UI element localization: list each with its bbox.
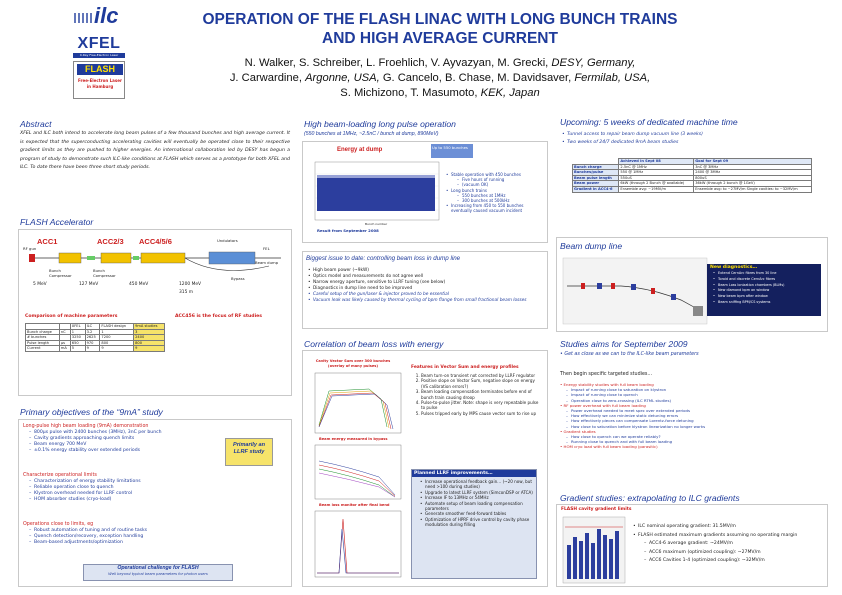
bunch-count-callout-text: Up to 550 bunches (432, 145, 468, 150)
poster-authors (150, 56, 730, 101)
objectives-group-2 (23, 473, 213, 503)
affiliation-fermilab: Fermilab, USA, (574, 72, 651, 84)
machine-table-title: Comparison of machine parameters (25, 314, 118, 319)
energy-plot-caption: Beam energy measured in bypass (319, 437, 388, 441)
table-cell: Ensemble avg: ~19MV/m (619, 186, 694, 192)
table-cell: 5 (70, 346, 85, 352)
list-item: – Power overhead needed to meet spec over extended periods (566, 408, 822, 413)
primary-objectives-title: Primary objectives of the “9mA” study (20, 407, 163, 417)
aims-group-title: Energy stability studies with full beam loading (563, 382, 654, 387)
flash-logo-sub2: in Hamburg (86, 84, 114, 89)
list-item: • Optics model and measurements do not agree well (308, 274, 546, 280)
flash-logo (73, 61, 125, 99)
correlation-panel (302, 350, 548, 587)
beam-dump-panel (556, 237, 828, 332)
objective-list (23, 479, 213, 503)
list-item: • Two weeks of 24/7 dedicated 9mA beam studies (562, 139, 822, 147)
goals-header-cell: Goal for Sept 09 (694, 159, 812, 165)
table-cell: 9 (100, 346, 134, 352)
list-item: – Robust automation of tuning and of routine tasks (29, 528, 213, 534)
list-item: • Optimization of HPRF drive control by cavity phase modulation during filling (420, 517, 534, 528)
list-item-text: Increasing from 450 to 550 bunches eventually caused vacuum incident (451, 203, 524, 214)
list-item: • Increase IF to 13MHz or 54MHz (420, 495, 534, 500)
sub-list (451, 193, 544, 203)
energy-127mev: 127 MeV (79, 282, 99, 287)
list-item: – Reliable operation close to quench (29, 485, 213, 491)
table-cell: Pulse length (26, 340, 60, 346)
gradients-panel (556, 504, 828, 587)
list-item: – 550 bunches at 1MHz (457, 193, 544, 198)
objective-list (23, 528, 213, 546)
table-cell: Gradient in ACC4-6 (573, 186, 619, 192)
bc1-label: Bunch Compressor (49, 268, 72, 278)
list-item: • Tunnel access to repair beam dump vacuum line (3 weeks) (562, 131, 822, 139)
flash-logo-sub1: Free-Electron Laser (78, 78, 122, 83)
bypass-label: Bypass (231, 276, 245, 281)
energy-1200mev: 1200 MeV (179, 282, 202, 287)
machine-header-cell: XFEL (70, 324, 85, 330)
list-item: – ±0.1% energy stability over extended periods (29, 448, 213, 454)
ilc-logo (70, 3, 130, 33)
features-list (417, 373, 541, 416)
table-cell: 550 @ 1MHz (619, 170, 694, 176)
table-cell: 800uS (694, 175, 812, 181)
list-item: – Quench detection/recovery, exception handling (29, 534, 213, 540)
affiliation-kek: KEK, Japan (480, 87, 540, 99)
table-cell: nC (59, 329, 70, 335)
llrf-callout-text: Primarily an LLRF study (232, 442, 266, 455)
new-diagnostics-list (707, 271, 821, 306)
aims-group-heading: • Gradient studies (560, 428, 596, 434)
list-item: • High beam power (~9kW) (308, 268, 546, 274)
table-cell: Beam pulse length (573, 175, 619, 181)
list-item: • Increase operational feedback gain… (~20 now, but need >100 during studies) (420, 479, 534, 490)
gradients-title: Gradient studies: extrapolating to ILC gradients (560, 493, 740, 503)
list-item: – (vacuum OK) (457, 182, 544, 187)
poster-title-line1: OPERATION OF THE FLASH LINAC WITH LONG BUNCH TRAINS (202, 11, 678, 28)
high-beam-title: High beam-loading long pulse operation (304, 119, 456, 129)
list-item (633, 532, 825, 566)
affiliation-argonne: Argonne, USA, (305, 72, 380, 84)
bunch-count-callout (431, 144, 473, 158)
beam-dump-title: Beam dump line (560, 241, 623, 251)
list-item: – How close to saturation before klystron linearization no longer works (566, 424, 822, 429)
acc456-label: ACC4/5/6 (139, 237, 172, 246)
list-item: – Klystron overhead needed for LLRF control (29, 491, 213, 497)
xfel-logo (73, 35, 125, 58)
aims-group-list (560, 434, 822, 444)
machine-params-table (25, 323, 165, 352)
table-cell: μs (59, 340, 70, 346)
new-diagnostics-title: New diagnostics… (710, 265, 758, 270)
list-item: • Upgrade to latest LLRF system (SimconDSP or ATCA) (420, 490, 534, 495)
list-item: – ACC6 Cavities 1-4 (optimized coupling): ~32MV/m (644, 557, 825, 566)
aims-group-title: Gradient studies (563, 428, 596, 434)
aims-group-heading: • HOM cryo load with full beam loading (parasitic) (560, 444, 658, 450)
aims-group-title: RF power overhead with full beam loading (563, 402, 646, 408)
authors-line2b: G. Cancelo, B. Chase, M. Davidsaver, (382, 72, 572, 84)
energy-450mev: 450 MeV (129, 282, 149, 287)
list-item: • Beam Loss Ionization chambers (BLMs) (713, 283, 821, 289)
list-item-text: ILC nominal operating gradient: 31.5MV/m (638, 524, 736, 529)
list-item: – ACC6 maximum (optimized coupling): ~27MV/m (644, 549, 825, 558)
list-item (633, 523, 825, 532)
aims-lead: Then begin specific targeted studies… (560, 372, 653, 377)
flash-logo-text: FLASH (77, 64, 123, 75)
table-cell: 6kW (through 2 Bunch @ available) (619, 181, 694, 187)
affiliation-desy: DESY, Germany, (551, 57, 636, 69)
upcoming-list (562, 131, 822, 147)
list-item: – Five hours of running (457, 177, 544, 182)
aims-group-list (560, 408, 822, 429)
acc23-label: ACC2/3 (97, 237, 124, 246)
objective-heading: Long-pulse high beam loading (9mA) demonstration (23, 424, 149, 429)
objective-list (23, 430, 213, 454)
list-item: – HOM absorber studies (cryo-load) (29, 497, 213, 503)
table-cell: 9 (85, 346, 100, 352)
table-row (26, 346, 165, 352)
objective-heading: Characterize operational limits (23, 473, 97, 478)
list-item: – Characterization of energy stability limitations (29, 479, 213, 485)
table-cell: Ensemble avg: to ~27MV/m Single cavities: to ~32MV/m (694, 186, 812, 192)
objective-heading: Operations close to limits, eg (23, 522, 94, 527)
undulators-label: Undulators (217, 238, 238, 243)
aims-headline-text: Get as close as we can to the ILC-like beam parameters (564, 352, 699, 357)
planned-llrf-title: Planned LLRF improvements… (412, 470, 536, 477)
list-item: • Narrow energy aperture, sensitive to LLRF tuning (see below) (308, 280, 546, 286)
table-cell: Bunches/pulse (573, 170, 619, 176)
table-cell: 3250 (70, 335, 85, 341)
list-item: • Generate smoother feed-forward tables (420, 511, 534, 516)
table-cell: Bunch charge (573, 164, 619, 170)
list-item: – Operation close to zero-crossing (ILC RTML studies) (566, 398, 822, 403)
xfel-logo-subtitle: X-Ray Free-Electron Laser (73, 53, 125, 58)
table-cell: Current (26, 346, 60, 352)
table-cell: mA (59, 346, 70, 352)
table-cell: 3nC @ 3MHz (694, 164, 812, 170)
list-item: • Extend CernArc fibres from 30 line (713, 271, 821, 277)
table-cell: 800 (100, 340, 134, 346)
high-beam-subtitle: (550 bunches at 1MHz, ~2.5nC / bunch at dump, 890MeV) (304, 131, 439, 137)
ilc-logo-text: ilc (94, 3, 119, 28)
list-item: 1. Beam turn-on transient not corrected by LLRF regulator (421, 373, 541, 378)
llrf-callout (225, 438, 273, 466)
objectives-group-3 (23, 522, 213, 546)
planned-llrf-list (412, 477, 536, 528)
vector-sum-plot (309, 369, 405, 439)
list-item: 2. Positive slope on Vector Sum, negative slope on energy (VS calibration errors?) (421, 378, 541, 389)
table-cell: 9 (134, 346, 165, 352)
gradient-chart-title: FLASH cavity gradient limits (561, 507, 632, 512)
goals-table (572, 158, 812, 193)
table-cell: 3 (134, 329, 165, 335)
beam-loss-plot (309, 509, 405, 585)
list-item: • Beam sniffing BPM/CS systems (713, 300, 821, 306)
aims-headline: • Get as close as we can to the ILC-like beam parameters (560, 352, 699, 357)
sub-list (451, 177, 544, 187)
list-item: 5. Pulses tripped early by MPS cause vector sum to rise up (421, 411, 541, 416)
features-title: Features in Vector Sum and energy profiles (411, 365, 519, 370)
operational-challenge-box (83, 564, 233, 581)
blm-plot-caption: Beam loss monitor after final bend (319, 503, 390, 507)
beam-dump-schematic (561, 256, 711, 326)
table-cell: 2400 (134, 335, 165, 341)
machine-header-cell: FLASH design (100, 324, 134, 330)
list-item: – ACC4-6 average gradient: ~24MV/m (644, 540, 825, 549)
new-diagnostics-box (707, 264, 821, 316)
machine-header-cell: ILC (85, 324, 100, 330)
upcoming-title: Upcoming: 5 weeks of dedicated machine time (560, 117, 738, 127)
table-cell: 1 (100, 329, 134, 335)
objectives-group-1 (23, 424, 213, 454)
list-item: • Careful setup of the gun/laser & injector proved to be essential (308, 292, 546, 298)
table-cell: 550uS (619, 175, 694, 181)
high-beam-bullets (446, 172, 544, 214)
rfgun-label: RF gun (23, 246, 37, 251)
poster-title (150, 10, 730, 48)
high-beam-panel (302, 141, 548, 243)
list-item: – How effectively we can minimize static detuning errors (566, 413, 822, 418)
list-item: – Beam energy 700 MeV (29, 442, 213, 448)
gradient-chart (561, 515, 627, 585)
xfel-logo-text: XFEL (77, 35, 121, 52)
table-row (573, 186, 812, 192)
acc456-focus-note: ACC456 is the focus of RF studies (175, 314, 262, 319)
table-cell: 2625 (85, 335, 100, 341)
list-item: – Impact of running close to saturation on klystron (566, 387, 822, 392)
list-item-text: Stable operation with 450 bunches (451, 172, 521, 177)
machine-header-cell: 9mA studies (134, 324, 165, 330)
list-item: – How effectively pieces can compensate Lorentz-force detuning (566, 418, 822, 423)
poster-title-line2: AND HIGH AVERAGE CURRENT (322, 30, 558, 47)
table-cell: 650 (70, 340, 85, 346)
correlation-title: Correlation of beam loss with energy (304, 339, 444, 349)
list-item: 4. Pulse-to-pulse jitter. Note: shape is very repeatable pulse to pulse (421, 400, 541, 411)
energy-chart (305, 144, 441, 238)
aims-group-list (560, 387, 822, 403)
challenge-subtitle: Well beyond typical beam parameters for photon users (108, 572, 208, 576)
bc2-label: Bunch Compressor (93, 268, 116, 278)
table-cell: 2.5nC @ 1MHz (619, 164, 694, 170)
list-item: • Diagnostics in dump line need to be improved (308, 286, 546, 292)
table-cell: Bunch charge (26, 329, 60, 335)
list-item: – 300 bunches at 500kHz (457, 198, 544, 203)
vector-sum-plot-title: Cavity Vector Sum over 300 bunches (overlay of many pulses) (315, 359, 391, 368)
high-beam-list (446, 172, 544, 214)
list-item: • Automate setup of beam loading compensation parameters (420, 501, 534, 512)
list-item: • New diamond bpm on window (713, 288, 821, 294)
aims-group-heading: • Energy stability studies with full beam loading (560, 382, 654, 387)
sub-list (638, 540, 825, 566)
table-cell: 1 (70, 329, 85, 335)
table-cell: 2400 @ 3MHz (694, 170, 812, 176)
table-cell: Beam power (573, 181, 619, 187)
list-item: – Running close to quench and with full beam loading (566, 439, 822, 444)
list-item: • New beam bpm after window (713, 294, 821, 300)
challenge-title: Operational challenge for FLASH (117, 565, 199, 571)
aims-title: Studies aims for September 2009 (560, 339, 688, 349)
table-cell: 800 (134, 340, 165, 346)
energy-chart-title: Energy at dump (337, 147, 383, 153)
list-item: – Impact of running close to quench (566, 392, 822, 397)
list-item-text: FLASH estimated maximum gradients assuming no operating margin (638, 532, 798, 538)
fel-label: FEL (263, 246, 270, 251)
list-item-text: Long bunch trains (451, 187, 487, 193)
aims-group-heading: • RF power overhead with full beam loading (560, 402, 646, 408)
list-item: • Toroid and discrete CernArc fibres (713, 277, 821, 283)
list-item: – How close to quench can we operate reliably? (566, 434, 822, 439)
list-item: – Cavity gradients approaching quench limits (29, 436, 213, 442)
table-cell: 36kW (through 2 bunch @ 1GeV) (694, 181, 812, 187)
gradient-list (633, 523, 825, 566)
dump-line-issue-title: Biggest issue to date: controlling beam loss in dump line (306, 255, 461, 262)
accelerator-title: FLASH Accelerator (20, 217, 94, 227)
table-cell: 970 (85, 340, 100, 346)
list-item (446, 172, 544, 188)
authors-line3: S. Michizono, T. Masumoto, (340, 87, 478, 99)
table-cell: 3.2 (85, 329, 100, 335)
energy-5mev: 5 MeV (33, 282, 47, 287)
list-item: • Vacuum leak was likely caused by thermal cycling of bpm flange from small fractional beam losses (308, 298, 546, 304)
primary-objectives-panel (18, 419, 292, 587)
beam-dump-label: Beam dump (255, 260, 279, 265)
planned-llrf-box (411, 469, 537, 579)
authors-line1: N. Walker, S. Schreiber, L. Froehlich, V. Ayvazyan, M. Grecki, (244, 57, 549, 69)
dump-line-issue-panel (302, 251, 548, 329)
energy-chart-xlabel: Bunch number (365, 222, 388, 226)
list-item (446, 188, 544, 204)
list-item: – Beam-based adjustments/optimization (29, 540, 213, 546)
accelerator-panel (18, 229, 292, 396)
aims-groups (560, 382, 822, 450)
energy-bypass-plot (309, 441, 405, 503)
abstract-text: XFEL and ILC both intend to accelerate long beam pulses of a few thousand bunches and high average current. It is expected that the superconducting accelerating cavities will eventually be operated close to their respective gradient limits as they are pushed to higher energies. An international collaboration led by DESY has begun a program of study to demonstrate such ILC-like conditions at FLASH which serves as a prototype for both XFEL and ILC. To date there have been three short study periods. (20, 131, 290, 171)
table-cell: # bunches (26, 335, 60, 341)
goals-header-cell: Achieved in Sept 08 (619, 159, 694, 165)
table-cell: 7200 (100, 335, 134, 341)
abstract-title: Abstract (20, 119, 52, 129)
acc1-label: ACC1 (37, 237, 58, 246)
list-item: – 800μs pulse with 2400 bunches (3MHz), 3nC per bunch (29, 430, 213, 436)
dump-line-issue-list (308, 268, 546, 304)
aims-group-title: HOM cryo load with full beam loading (parasitic) (563, 444, 658, 450)
energy-chart-date: Result from September 2008 (317, 228, 379, 233)
length-label: 315 m (179, 290, 194, 295)
authors-line2a: J. Carwardine, (229, 72, 302, 84)
ilc-logo-dots (74, 13, 92, 23)
list-item: 3. Beam loading compensation terminates before end of bunch train causing droop (421, 389, 541, 400)
list-item (446, 203, 544, 213)
